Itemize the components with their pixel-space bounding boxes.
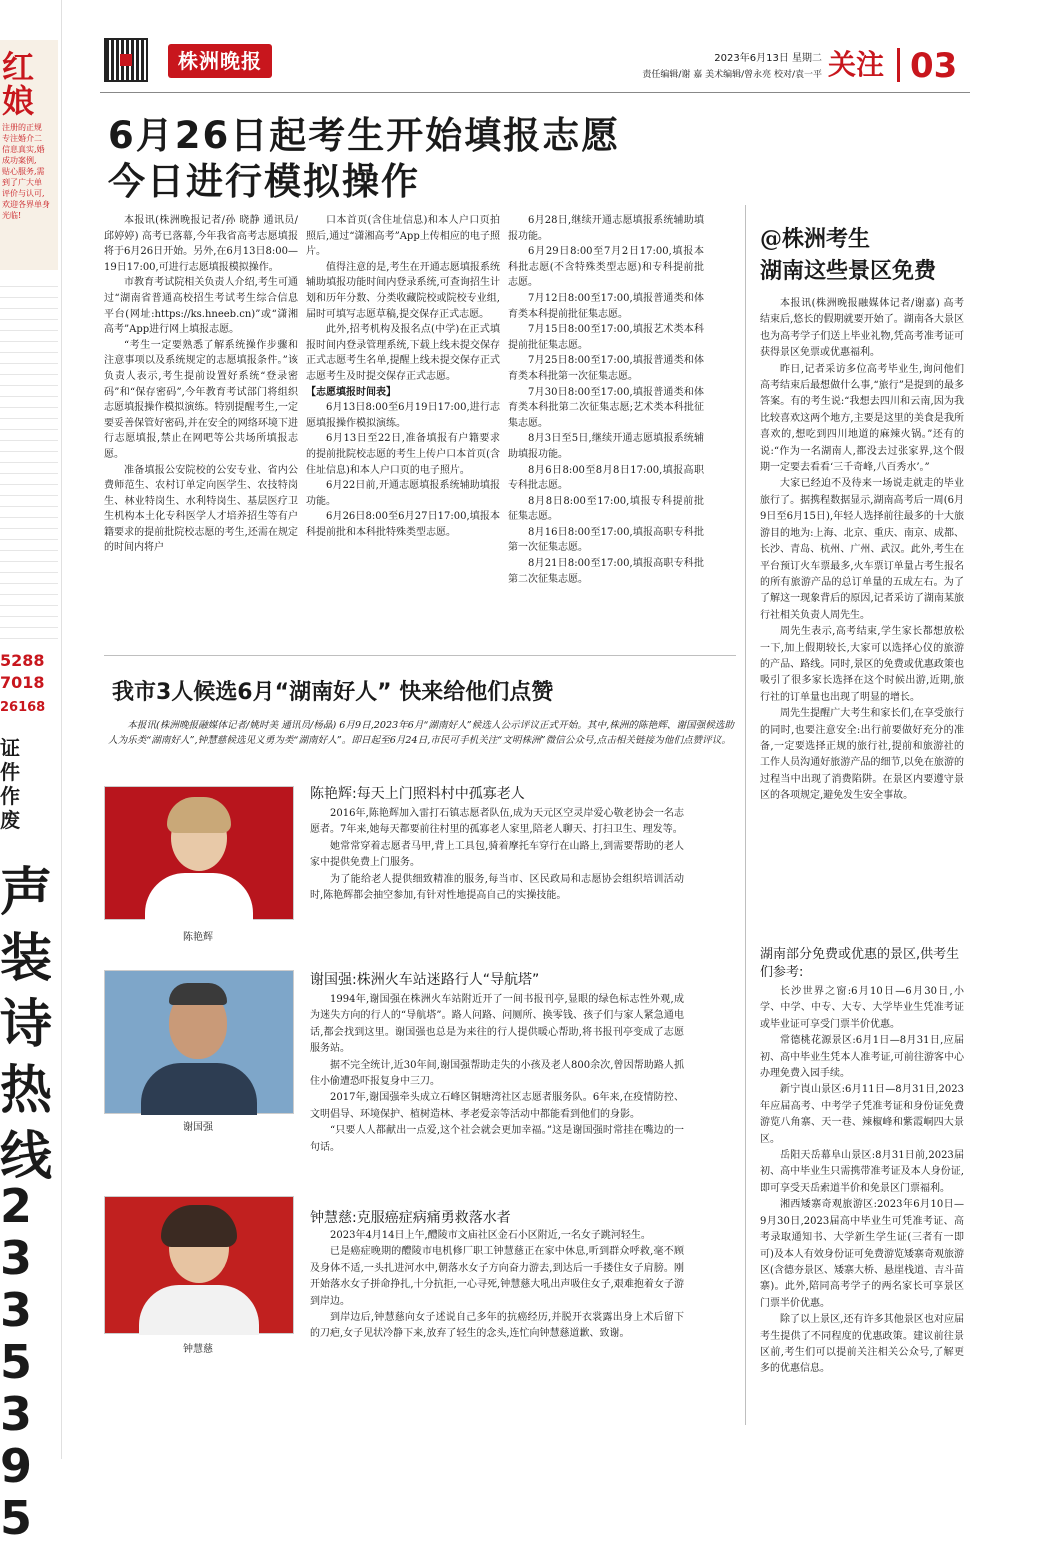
lead-headline-line2: 今日进行模拟操作 — [108, 160, 420, 203]
sidebar-paragraph: 昨日,记者采访多位高考毕业生,询问他们高考结束后最想做什么事,“旅行”是提到的最多答案。有的考生说:“我想去四川和云南,因为我比较喜欢这两个地方,主要是这里的美食是我所喜欢的,想吃到四川地道的麻辣火锅。”还有的说:“作为一名湖南人,都没去过张家界,这个假期一定要去看看‘三千奇峰,八百秀水’。” — [760, 363, 964, 474]
lead-paragraph: 口本首页(含住址信息)和本人户口页拍照后,通过“潇湘高考”App上传相应的电子照片。 — [306, 215, 500, 258]
person-paragraph: 到岸边后,钟慧慈向女子述说自己多年的抗癌经历,并脱开衣裳露出身上术后留下的刀疤,女子见状冷静下来,放弃了轻生的念头,连忙向钟慧慈道歉、致谢。 — [310, 1312, 684, 1340]
scenic-item: 岳阳天岳幕阜山景区:8月31日前,2023届初、高中毕业生只需携带准考证及本人身份证,即可享受天岳索道半价和免景区门票福利。 — [760, 1150, 964, 1194]
person-2-title: 谢国强:株洲火车站迷路行人“导航塔” — [310, 972, 540, 988]
schedule-item: 8月3日至5日,继续开通志愿填报系统辅助填报功能。 — [508, 433, 704, 460]
person-paragraph: 据不完全统计,近30年间,谢国强帮助走失的小孩及老人800余次,曾因帮助路人抓住小偷遭恐吓报复身中三刀。 — [310, 1059, 684, 1088]
left-page-strip — [0, 0, 60, 1545]
lead-paragraph: 6月26日8:00至6月27日17:00,填报本科提前批和本科批特殊类型志愿。 — [306, 511, 500, 538]
sidebar-paragraph: 周先生提醒广大考生和家长们,在享受旅行的同时,也要注意安全:出行前要做好充分的准备,一定要选择正规的旅行社,提前和旅游社的工作人员沟通好旅游产品的细节,以免在旅游的过程当中出现了消费陷阱。在景区内要遵守景区的各项规定,避免发生安全事故。 — [760, 708, 964, 802]
phone-3: 26168 — [0, 700, 46, 715]
person-paragraph: “只要人人都献出一点爱,这个社会就会更加幸福。”这是谢国强时常挂在嘴边的一句话。 — [310, 1125, 684, 1153]
notice-title: 证件作废 — [0, 736, 20, 832]
section-name: 关注 — [828, 48, 885, 81]
scenic-item: 长沙世界之窗:6月10日—6月30日,小学、中学、中专、大专、大学毕业生凭准考证或毕业证可享受门票半价优惠。 — [760, 986, 964, 1030]
person-2-body — [310, 992, 684, 1156]
ad-title: 红娘 — [2, 48, 35, 120]
person-1-body — [310, 806, 684, 904]
masthead-rule — [100, 92, 970, 93]
schedule-item: 7月12日8:00至17:00,填报普通类和体育类本科提前批征集志愿。 — [508, 292, 704, 320]
ad-line: 注册的正规 — [2, 123, 42, 132]
photo-xie-guoqiang — [104, 970, 294, 1114]
lead-headline-line1: 6月26日起考生开始填报志愿 — [108, 114, 621, 157]
hotline-title: 声装诗热线 — [0, 862, 53, 1187]
ad-line: 欢迎各界单身 — [2, 200, 50, 209]
caption-chen: 陈艳辉 — [183, 932, 213, 943]
person-paragraph: 1994年,谢国强在株洲火车站附近开了一间书报刊亭,显眼的绿色标志性外观,成为迷失方向的行人的“导航塔”。路人问路、问厕所、换零钱、孩子们与家人紧急通电话,都会找到这里。谢国强也总是为来往的行人提供暖心帮助,将书报刊亭变成了志愿服务站。 — [310, 994, 684, 1055]
person-paragraph: 2016年,陈艳辉加入雷打石镇志愿者队伍,成为天元区空灵岸爱心敬老协会一名志愿者。7年来,她每天都要前往村里的孤寡老人家里,陪老人聊天、打扫卫生、理发等。 — [310, 808, 684, 836]
sidebar-paragraph: 大家已经迫不及待来一场说走就走的毕业旅行了。据携程数据显示,湖南高考后一周(6月9日至6月15日),年轻人选择前往最多的十大旅游目的地为:上海、北京、重庆、南京、成都、长沙、青岛、杭州、广州、武汉。此外,考生在平台预订火车票最多,火车票订单量占考生报名的所有旅游产品的总订单量的五成左右。为了了解这一现象背后的原因,记者采访了湖南某旅行社相关负责人周先生。 — [760, 478, 964, 621]
caption-xie: 谢国强 — [183, 1122, 213, 1133]
lead-paragraph: 本报讯(株洲晚报记者/孙 晓静 通讯员/邱婷婷) 高考已落幕,今年我省高考志愿填报将于6月26日开始。另外,在6月13日8:00—19日17:00,可进行志愿填报模拟操作。 — [104, 215, 298, 273]
schedule-item: 7月25日8:00至17:00,填报普通类和体育类本科批第一次征集志愿。 — [508, 355, 704, 382]
column-divider — [745, 205, 746, 1425]
scenic-item: 湘西矮寨奇观旅游区:2023年6月10日—9月30日,2023届高中毕业生可凭准考证、高考录取通知书、大学新生学生证(三者有一即可)及本人有效身份证可免费游览矮寨奇观旅游区(含德夯景区、矮寨大桥、悬崖栈道、吉斗苗寨)。此外,陪同高考学子的两名家长可享景区门票半价优惠。 — [760, 1199, 964, 1309]
scenic-list — [760, 984, 964, 1404]
ad-line: 光临! — [2, 211, 22, 220]
person-paragraph: 她常常穿着志愿者马甲,背上工具包,骑着摩托车穿行在山路上,到需要帮助的老人家中提供免费上门服务。 — [310, 840, 684, 869]
sidebar-paragraph: 周先生表示,高考结束,学生家长都想放松一下,加上假期较长,大家可以选择心仪的旅游的产品、路线。同时,景区的免费或优惠政策也吸引了很多家长选择在这个时候出游,近期,旅行社的订单量也出现了明显的增长。 — [760, 626, 964, 703]
page-number: 03 — [910, 46, 958, 86]
ad-text — [2, 122, 58, 221]
scenic-item: 除了以上景区,还有许多其他景区也对应届考生提供了不同程度的优惠政策。建议前往景区前,考生们可以提前关注相关公众号,了解更多的优惠信息。 — [760, 1314, 964, 1375]
lead-paragraph: 6月22日前,开通志愿填报系统辅助填报功能。 — [306, 480, 500, 507]
sidebar-headline-line2: 湖南这些景区免费 — [760, 258, 937, 284]
sidebar-body — [760, 296, 964, 932]
caption-zhong: 钟慧慈 — [183, 1344, 213, 1355]
ad-line: 信息真实,婚 — [2, 145, 45, 154]
phone-block — [0, 650, 58, 722]
ad-line: 专注婚介二 — [2, 134, 42, 143]
section-divider — [897, 48, 900, 82]
ad-line: 成功案例, — [2, 156, 37, 165]
schedule-item: 7月15日8:00至17:00,填报艺术类本科提前批征集志愿。 — [508, 324, 704, 351]
sidebar-headline-line1: @株洲考生 — [760, 226, 871, 252]
ad-line: 评价与认可, — [2, 189, 45, 198]
schedule-item: 6月29日8:00至7月2日17:00,填报本科批志愿(不含特殊类型志愿)和专科提前批志愿。 — [508, 246, 704, 289]
section-rule — [104, 655, 736, 656]
person-paragraph: 2023年4月14日上午,醴陵市文庙社区金石小区附近,一名女子跳河轻生。 — [330, 1230, 651, 1241]
phone-1: 5288 — [0, 651, 45, 670]
issue-date: 2023年6月13日 星期二 — [714, 53, 822, 64]
lead-paragraph: 此外,招考机构及报名点(中学)在正式填报时间内登录管理系统,下载上线未提交保存正式志愿考生名单,提醒上线未提交保存正式志愿考生及时提交保存正式志愿。 — [306, 324, 500, 382]
photo-zhong-huici — [104, 1196, 294, 1334]
ad-line: 贴心服务,需 — [2, 167, 45, 176]
lead-column-2 — [306, 213, 500, 643]
ad-line: 到了广大单 — [2, 178, 42, 187]
person-3-title: 钟慧慈:克服癌症病痛勇救落水者 — [310, 1210, 511, 1226]
schedule-item: 8月21日8:00至17:00,填报高职专科批第二次征集志愿。 — [508, 558, 704, 585]
person-3-body — [310, 1228, 684, 1343]
lead-paragraph: 准备填报公安院校的公安专业、省内公费师范生、农村订单定向医学生、农技特岗生、林业特岗生、水利特岗生、基层医疗卫生机构本土化专科医学人才培养招生等有户籍要求的提前批院校志愿的考生,还需在规定的时间内将户 — [104, 464, 298, 554]
person-paragraph: 为了能给老人提供细致精准的服务,每当市、区民政局和志愿协会组织培训活动时,陈艳辉都会抽空参加,有针对性地提高自己的实操技能。 — [310, 873, 684, 902]
lead-paragraph: “考生一定要熟悉了解系统操作步骤和注意事项以及系统规定的志愿填报条件。”该负责人表示,考生提前设置好系统“登录密码”和“保存密码”,今年教育考试部门将组织志愿填报操作模拟演练。特别提醒考生,一定要妥善保管好密码,并在安全的网络环境下进行志愿填报,禁止在网吧等公共场所填报志愿。 — [104, 339, 298, 460]
schedule-item: 6月28日,继续开通志愿填报系统辅助填报功能。 — [508, 215, 704, 242]
lead-column-1 — [104, 213, 298, 643]
scenic-item: 新宁崀山景区:6月11日—8月31日,2023年应届高考、中考学子凭准考证和身份证免费游览八角寨、天一巷、辣椒峰和紫霞峒四大景区。 — [760, 1084, 964, 1145]
lead-column-3 — [508, 213, 704, 643]
scenic-item: 常德桃花源景区:6月1日—8月31日,应届初、高中毕业生凭本人准考证,可前往游客中心办理免费入园手续。 — [760, 1035, 964, 1080]
lead-paragraph: 6月13日8:00至6月19日17:00,进行志愿填报操作模拟演练。 — [306, 402, 500, 429]
qr-code-icon — [104, 38, 148, 82]
matchmaker-ad — [0, 40, 58, 270]
lead-paragraph: 市教育考试院相关负责人介绍,考生可通过“湖南省普通高校招生考试考生综合信息平台(网址:https://ks.hneeb.cn)”或“潇湘高考”App进行网上填报志愿。 — [104, 277, 298, 336]
schedule-item: 7月30日8:00至17:00,填报普通类和体育类本科批第二次征集志愿;艺术类本科批征集志愿。 — [508, 386, 704, 429]
photo-chen-yanhui — [104, 786, 294, 920]
newspaper-logo: 株洲晚报 — [168, 44, 272, 78]
person-paragraph: 已是癌症晚期的醴陵市电机修厂职工钟慧慈正在家中休息,听到群众呼救,毫不顾及身体不适,一头扎进河水中,朝落水女子方向奋力游去,到达后一手搂住女子肩膀。刚开始落水女子拼命挣扎,十分抗拒,一心寻死,钟慧慈大吼出声吸住女子,艰难抱着女子游到岸边。 — [310, 1246, 684, 1307]
editor-credits: 责任编辑/谢 嘉 美术编辑/曾永亮 校对/袁一平 — [642, 70, 822, 80]
lead-paragraph: 6月13日至22日,准备填报有户籍要求的提前批院校志愿的考生上传户口本首页(含住址信息)和本人户口页的电子照片。 — [306, 433, 500, 476]
person-1-title: 陈艳辉:每天上门照料村中孤寡老人 — [310, 786, 525, 802]
lead-paragraph: 值得注意的是,考生在开通志愿填报系统辅助填报功能时间内登录系统,可查询招生计划和历年分数、分类收藏院校或院校专业组,届时可填写志愿草稿,提交保存正式志愿。 — [306, 261, 500, 320]
scenic-list-title: 湖南部分免费或优惠的景区,供考生们参考: — [760, 947, 960, 980]
phone-2: 7018 — [0, 673, 45, 692]
person-paragraph: 2017年,谢国强牵头成立石峰区铜塘湾社区志愿者服务队。6年来,在疫情防控、文明倡导、环境保护、植树造林、孝老爱亲等活动中都能看到他们的身影。 — [310, 1092, 684, 1120]
good-people-intro: 本报讯(株洲晚报融媒体记者/姚时美 通讯员/杨晶) 6月9日,2023年6月“湖南好人”候选人公示评议正式开始。其中,株洲的陈艳辉、谢国强候选助人为乐类“湖南好人”,钟慧慈候选见义勇为类“湖南好人”。即日起至6月24日,市民可手机关注“文明株洲”微信公众号,点击相关链接为他们点赞评议。 — [108, 720, 734, 746]
sidebar-paragraph: 本报讯(株洲晚报融媒体记者/谢嘉) 高考结束后,悠长的假期就要开始了。湖南各大景区也为高考学子们送上毕业礼物,凭高考准考证可获得景区免票或优惠福利。 — [760, 298, 964, 359]
classified-text — [0, 280, 58, 640]
lead-paragraph: 【志愿填报时间表】 — [306, 386, 396, 398]
schedule-item: 8月6日8:00至8月8日17:00,填报高职专科批志愿。 — [508, 464, 704, 492]
schedule-item: 8月8日8:00至17:00,填报专科提前批征集志愿。 — [508, 495, 704, 523]
page-gutter — [61, 0, 62, 1459]
good-people-headline: 我市3人候选6月“湖南好人” 快来给他们点赞 — [112, 680, 554, 705]
hotline-number: 2335395 — [0, 1179, 33, 1545]
schedule-item: 8月16日8:00至17:00,填报高职专科批第一次征集志愿。 — [508, 526, 704, 554]
